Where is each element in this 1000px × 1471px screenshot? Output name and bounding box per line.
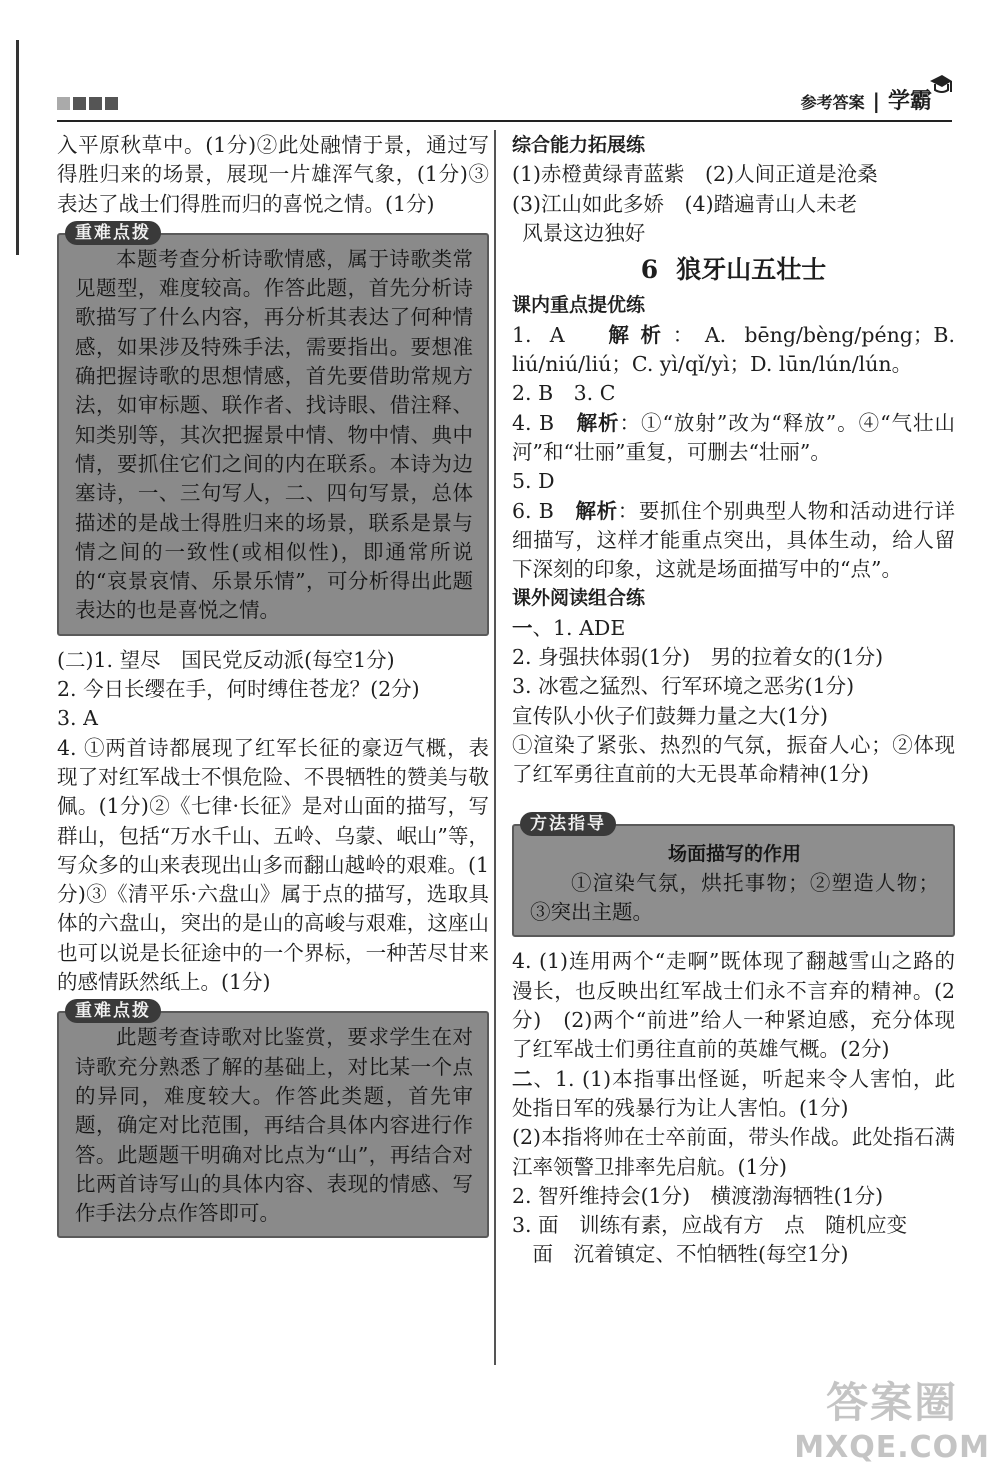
analysis-label: 解析 [576,410,620,435]
left-column [57,131,489,1248]
answer-line: 面 沉着镇定、不怕牺牲(每空1分) [532,1242,849,1267]
answer-line: (二)1. 望尽 国民党反动派(每空1分) [57,647,395,672]
answer-line: 2. B 3. C [512,381,616,406]
lesson-title-text: 狼牙山五壮士 [676,255,827,285]
answer-line: 5. D [512,469,555,494]
answer-line: 3. A [57,706,98,731]
analysis-text: ：要抓住个别典型人物和活动进行详细描写，这样才能重点突出，具体生动，给人留下深刻的印象，这就是场面描写中的“点”。 [512,498,956,582]
analysis-text: ：A. bēng/bèng/péng；B. liú/niú/liú；C. yì/qǐ/yì；D. lūn/lún/lún。 [512,322,955,377]
part-marker: 一 [512,615,533,640]
page-edge-line [16,40,19,255]
answer-paragraph: 入平原秋草中。(1分)②此处融情于景，通过写得胜归来的场景，展现一片雄浑气象，(1分)③表达了战士们得胜而归的喜悦之情。(1分) [57,133,489,216]
answer-line: 2. 身强扶体弱(1分) 男的拉着女的(1分) [512,645,884,670]
method-title: 场面描写的作用 [667,842,801,865]
watermark-text: 答案圈 [826,1378,959,1427]
answer-choice: 1. A [512,322,609,347]
page-header [57,89,952,122]
watermark-url: MXQE.COM [794,1430,990,1465]
answer-text: 、1. ADE [532,615,626,640]
lesson-number: 6 [640,255,659,285]
tip-tag: 重难点拨 [65,999,161,1023]
answer-line: 风景这边独好 [522,220,646,245]
graduation-cap-icon [928,72,952,98]
answer-choice: 6. B [512,498,576,523]
right-column [512,131,955,1270]
answer-line: 2. 今日长缨在手，何时缚住苍龙？(2分) [57,677,420,702]
header-ref: 参考答案 [800,93,865,112]
header-right [801,84,932,115]
column-divider [494,130,496,1365]
answer-text: 、1. (1)本指事出怪诞，听起来令人害怕，此处指日军的残暴行为让人害怕。(1分) [512,1066,955,1120]
answer-choice: 4. B [512,410,577,435]
header-squares [57,95,121,114]
answer-line: 2. 智歼维持会(1分) 横渡渤海牺牲(1分) [512,1183,884,1208]
tip-box [57,1001,489,1238]
header-separator: | [872,89,880,113]
part-marker: 二 [512,1066,534,1091]
answer-line: 3. 冰雹之猛烈、行军环境之恶劣(1分) [512,674,855,699]
method-text: ①渲染气氛，烘托事物；②塑造人物；③突出主题。 [530,870,939,925]
section-heading: 课内重点提优练 [512,294,646,317]
answer-line [512,409,955,468]
analysis-label: 解析 [575,498,618,523]
answer-paragraph: 4. ①两首诗都展现了红军长征的豪迈气概，表现了对红军战士不惧危险、不畏牺牲的赞美与敬佩。(1分)②《七律·长征》是对山面的描写，写群山，包括“万水千山、五岭、乌蒙、岷山”等，写众多的山来表现出山多而翻山越岭的艰难。(1分)③《清平乐·六盘山》属于点的描写，选取具体的六盘山，突出的是山的高峻与艰难，这座山也可以说是长征途中的一个界标，一种苦尽甘来的感情跃然纸上。(1分) [57,735,489,995]
answer-line [512,614,955,643]
section-heading: 课外阅读组合练 [512,587,646,610]
tip-text: 本题考查分析诗歌情感，属于诗歌类常见题型，难度较高。作答此题，首先分析诗歌描写了什么内容，再分析其表达了何种情感，如果涉及特殊手法，需要指出。要想准确把握诗歌的思想情感，首先要借助常规方法，如审标题、联作者、找诗眼、借注释、知类别等，其次把握景中情、物中情、典中情，要抓住它们之间的内在联系。本诗为边塞诗，一、三句写人，二、四句写景，总体描述的是战士得胜归来的场景，联系是景与情之间的一致性(或相似性)，即通常所说的“哀景哀情、乐景乐情”，可分析得出此题表达的也是喜悦之情。 [75,246,473,623]
answer-line [512,321,955,380]
tip-box [57,222,489,636]
method-box [512,813,955,938]
answer-paragraph: (2)本指将帅在士卒前面，带头作战。此处指石满江率领警卫排率先启航。(1分) [512,1125,955,1179]
answer-line: (1)赤橙黄绿青蓝紫 (2)人间正道是沧桑 [512,162,878,187]
answer-line: 3. 面 训练有素，应战有方 点 随机应变 [512,1213,908,1238]
answer-line [512,1065,955,1124]
answer-line [512,497,955,585]
lesson-title [512,255,955,284]
header-brand: 学霸 [887,89,932,114]
answer-line: 宣传队小伙子们鼓舞力量之大(1分) [512,703,829,728]
tip-text: 此题考查诗歌对比鉴赏，要求学生在对诗歌充分熟悉了解的基础上，对比某一个点的异同，难度较大。作答此类题，首先审题，确定对比范围，再结合具体内容进行作答。此题题干明确对比点为“山”，再结合对比两首诗写山的具体内容、表现的情感、写作手法分点作答即可。 [75,1025,473,1226]
answer-paragraph: ①渲染了紧张、热烈的气氛，振奋人心；②体现了红军勇往直前的大无畏革命精神(1分) [512,732,955,787]
analysis-label: 解析 [608,322,673,347]
answer-line: (3)江山如此多娇 (4)踏遍青山人未老 [512,191,858,216]
tip-tag: 重难点拨 [65,221,161,245]
section-heading: 综合能力拓展练 [512,134,646,156]
watermark [794,1370,990,1465]
method-tag: 方法指导 [520,812,616,836]
answer-paragraph: 4. (1)连用两个“走啊”既体现了翻越雪山之路的漫长，也反映出红军战士们永不言弃的精神。(2分) (2)两个“前进”给人一种紧迫感，充分体现了红军战士们勇往直前的英雄气概。(2分) [512,949,955,1062]
analysis-text: ：①“放射”改为“释放”。④“气壮山河”和“壮丽”重复，可删去“壮丽”。 [512,410,956,464]
